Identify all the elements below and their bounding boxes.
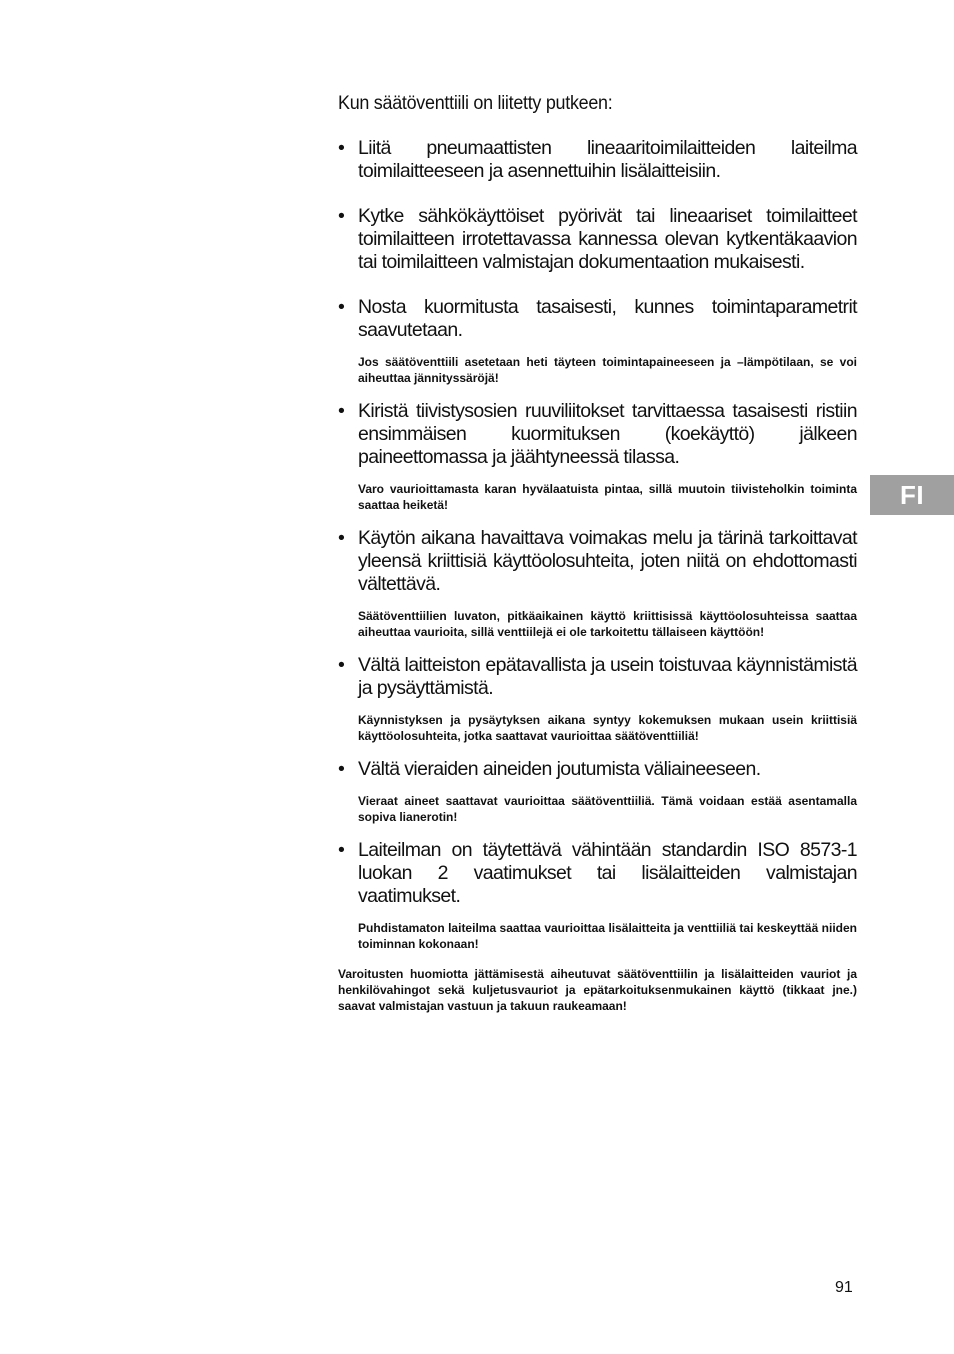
list-item (338, 205, 857, 274)
list-item-text: Vältä vieraiden aineiden joutumista väliaineeseen. (358, 758, 761, 780)
bullet-icon: • (338, 296, 345, 318)
list-item-text: Liitä pneumaattisten lineaaritoimilaitteiden laiteilma toimilaitteeseen ja asennettuihin lisälaitteisiin. (358, 137, 857, 182)
main-content (338, 92, 857, 1014)
list-item (338, 296, 857, 342)
list-item (338, 839, 857, 908)
bullet-icon: • (338, 654, 345, 676)
bullet-icon: • (338, 205, 345, 227)
list-item (338, 758, 857, 781)
warning-note: Säätöventtiilien luvaton, pitkäaikainen käyttö kriittisissä käyttöolosuhteissa saattaa aiheuttaa vaurioita, sillä venttiilejä ei ole tarkoitettu tällaiseen käyttöön! (358, 609, 857, 639)
warning-note: Jos säätöventtiili asetetaan heti täyteen toimintapaineeseen ja –lämpötilaan, se voi aiheuttaa jännityssäröjä! (358, 355, 857, 385)
bullet-icon: • (338, 137, 345, 159)
language-tab-label: FI (899, 479, 925, 510)
list-item (338, 137, 857, 183)
bullet-icon: • (338, 400, 345, 422)
list-item-text: Käytön aikana havaittava voimakas melu ja tärinä tarkoittavat yleensä kriittisiä käyttöolosuhteita, joten niitä on ehdottomasti vältettävä. (358, 527, 857, 595)
intro-text: Kun säätöventtiili on liitetty putkeen: (338, 92, 613, 114)
warning-note: Käynnistyksen ja pysäytyksen aikana syntyy kokemuksen mukaan usein kriittisiä käyttöolosuhteita, jotka saattavat vaurioittaa säätöventtiiliä! (358, 713, 857, 743)
page-number: 91 (835, 1279, 853, 1296)
list-item (338, 400, 857, 469)
warning-note: Varo vaurioittamasta karan hyvälaatuista pintaa, sillä muutoin tiivisteholkin toiminta saattaa heiketä! (358, 482, 857, 512)
warning-note: Puhdistamaton laiteilma saattaa vaurioittaa lisälaitteita ja venttiiliä tai keskeyttää niiden toiminnan kokonaan! (358, 921, 857, 951)
list-item (338, 527, 857, 596)
liability-note: Varoitusten huomiotta jättämisestä aiheutuvat säätöventtiilin ja lisälaitteiden vauriot ja henkilövahingot sekä kuljetusvauriot ja epätarkoituksenmukainen käyttö (tikkaat jne.) saavat valmistajan vastuun ja takuun raukeamaan! (338, 967, 857, 1013)
list-item-text: Laiteilman on täytettävä vähintään standardin ISO 8573-1 luokan 2 vaatimukset tai lisälaitteiden valmistajan vaatimukset. (358, 839, 857, 907)
bullet-icon: • (338, 839, 345, 861)
bullet-icon: • (338, 527, 345, 549)
list-item (338, 654, 857, 700)
list-item-text: Vältä laitteiston epätavallista ja usein toistuvaa käynnistämistä ja pysäyttämistä. (358, 654, 857, 699)
language-tab (870, 475, 954, 515)
list-item-text: Kiristä tiivistysosien ruuviliitokset tarvittaessa tasaisesti ristiin ensimmäisen kuormituksen (koekäyttö) jälkeen paineettomassa ja jäähtyneessä tilassa. (358, 400, 857, 468)
list-item-text: Nosta kuormitusta tasaisesti, kunnes toimintaparametrit saavutetaan. (358, 296, 857, 341)
bullet-icon: • (338, 758, 345, 780)
list-item-text: Kytke sähkökäyttöiset pyörivät tai lineaariset toimilaitteet toimilaitteen irrotettavassa kannessa olevan kytkentäkaavion tai toimilaitteen valmistajan dokumentaation mukaisesti. (358, 205, 857, 273)
warning-note: Vieraat aineet saattavat vaurioittaa säätöventtiiliä. Tämä voidaan estää asentamalla sopiva lianerotin! (358, 794, 857, 824)
